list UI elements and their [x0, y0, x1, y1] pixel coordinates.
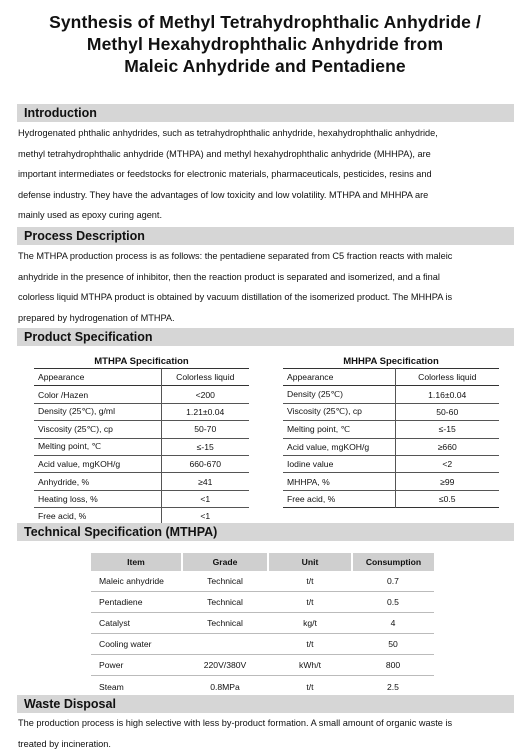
spec-property: Iodine value — [283, 455, 395, 472]
technical-cell: t/t — [268, 634, 352, 655]
spec-property: Density (25℃) — [283, 386, 395, 403]
spec-property: Acid value, mgKOH/g — [34, 455, 161, 472]
spec-row — [34, 490, 249, 507]
process-heading: Process Description — [17, 227, 514, 245]
spec-property: Free acid, % — [283, 490, 395, 507]
technical-cell: Cooling water — [91, 634, 182, 655]
technical-column-header: Consumption — [352, 553, 434, 571]
product-spec-heading: Product Specification — [17, 328, 514, 346]
waste-paragraph — [18, 713, 512, 754]
spec-header-row — [283, 369, 499, 386]
technical-row — [91, 571, 434, 592]
spec-value: <1 — [161, 508, 249, 525]
technical-cell: Steam — [91, 676, 182, 697]
technical-row — [91, 676, 434, 697]
spec-value: 50-70 — [161, 421, 249, 438]
technical-cell: kWh/t — [268, 655, 352, 676]
page-title — [0, 0, 530, 77]
technical-cell: Pentadiene — [91, 592, 182, 613]
mthpa-spec-title: MTHPA Specification — [34, 356, 249, 367]
technical-cell: 0.5 — [352, 592, 434, 613]
spec-row — [283, 490, 499, 507]
technical-cell: 220V/380V — [182, 655, 268, 676]
spec-row — [34, 403, 249, 420]
technical-row — [91, 634, 434, 655]
technical-row — [91, 655, 434, 676]
introduction-paragraph — [18, 123, 512, 226]
technical-cell: Power — [91, 655, 182, 676]
technical-cell — [182, 634, 268, 655]
introduction-heading: Introduction — [17, 104, 514, 122]
spec-header-row — [34, 369, 249, 386]
spec-value: ≤0.5 — [395, 490, 499, 507]
technical-cell: Catalyst — [91, 613, 182, 634]
technical-cell: t/t — [268, 592, 352, 613]
spec-value: ≥99 — [395, 473, 499, 490]
technical-cell: Maleic anhydride — [91, 571, 182, 592]
process-line: colorless liquid MTHPA product is obtained by vacuum distillation of the isomerized product. The MHHPA is — [18, 287, 512, 308]
introduction-line: methyl tetrahydrophthalic anhydride (MTHPA) and methyl hexahydrophthalic anhydride (MHHPA), are — [18, 144, 512, 165]
spec-value: ≥41 — [161, 473, 249, 490]
spec-property: Appearance — [34, 369, 161, 386]
technical-cell: t/t — [268, 571, 352, 592]
spec-value: Colorless liquid — [161, 369, 249, 386]
spec-value: 1.21±0.04 — [161, 403, 249, 420]
spec-row — [283, 438, 499, 455]
spec-property: Melting point, ℃ — [283, 421, 395, 438]
title-line-1: Synthesis of Methyl Tetrahydrophthalic Anhydride / — [0, 11, 530, 33]
spec-property: Acid value, mgKOH/g — [283, 438, 395, 455]
introduction-line: defense industry. They have the advantages of low toxicity and low volatility. MTHPA and MHHPA are — [18, 185, 512, 206]
mhhpa-spec-title: MHHPA Specification — [283, 356, 499, 367]
waste-heading: Waste Disposal — [17, 695, 514, 713]
technical-cell: Technical — [182, 571, 268, 592]
process-paragraph — [18, 246, 512, 328]
introduction-line: mainly used as epoxy curing agent. — [18, 205, 512, 226]
technical-cell: Technical — [182, 592, 268, 613]
spec-property: Density (25℃), g/ml — [34, 403, 161, 420]
spec-value: <1 — [161, 490, 249, 507]
spec-value: Colorless liquid — [395, 369, 499, 386]
spec-value: ≤-15 — [161, 438, 249, 455]
technical-cell: kg/t — [268, 613, 352, 634]
technical-column-header: Item — [91, 553, 182, 571]
spec-property: Heating loss, % — [34, 490, 161, 507]
spec-row — [34, 473, 249, 490]
mhhpa-spec-table — [283, 368, 499, 508]
spec-row — [283, 455, 499, 472]
technical-cell: 4 — [352, 613, 434, 634]
process-line: anhydride in the presence of inhibitor, then the reaction product is separated and isomerized, and a final — [18, 267, 512, 288]
spec-row — [283, 473, 499, 490]
title-line-2: Methyl Hexahydrophthalic Anhydride from — [0, 33, 530, 55]
spec-property: Appearance — [283, 369, 395, 386]
spec-row — [34, 386, 249, 403]
spec-value: 1.16±0.04 — [395, 386, 499, 403]
introduction-line: important intermediates or feedstocks for electronic materials, pharmaceuticals, pesticides, resins and — [18, 164, 512, 185]
process-line: prepared by hydrogenation of MTHPA. — [18, 308, 512, 329]
technical-column-header: Grade — [182, 553, 268, 571]
title-line-3: Maleic Anhydride and Pentadiene — [0, 55, 530, 77]
technical-cell: 0.8MPa — [182, 676, 268, 697]
technical-cell: 2.5 — [352, 676, 434, 697]
spec-value: <200 — [161, 386, 249, 403]
spec-row — [34, 438, 249, 455]
spec-property: Viscosity (25℃), cp — [34, 421, 161, 438]
introduction-line: Hydrogenated phthalic anhydrides, such as tetrahydrophthalic anhydride, hexahydrophthalic anhydride, — [18, 123, 512, 144]
spec-value: 50-60 — [395, 403, 499, 420]
spec-value: 660-670 — [161, 455, 249, 472]
spec-property: Viscosity (25℃), cp — [283, 403, 395, 420]
technical-cell: Technical — [182, 613, 268, 634]
spec-property: MHHPA, % — [283, 473, 395, 490]
spec-value: ≤-15 — [395, 421, 499, 438]
process-line: The MTHPA production process is as follows: the pentadiene separated from C5 fraction reacts with maleic — [18, 246, 512, 267]
technical-cell: 0.7 — [352, 571, 434, 592]
technical-row — [91, 613, 434, 634]
spec-row — [283, 421, 499, 438]
spec-row — [283, 386, 499, 403]
spec-value: <2 — [395, 455, 499, 472]
technical-column-header: Unit — [268, 553, 352, 571]
mthpa-spec-table — [34, 368, 249, 526]
technical-cell: 800 — [352, 655, 434, 676]
spec-row — [34, 421, 249, 438]
spec-property: Melting point, ℃ — [34, 438, 161, 455]
spec-property: Anhydride, % — [34, 473, 161, 490]
spec-property: Free acid, % — [34, 508, 161, 525]
spec-row — [283, 403, 499, 420]
technical-cell: t/t — [268, 676, 352, 697]
waste-line: treated by incineration. — [18, 734, 512, 754]
technical-table — [91, 553, 434, 698]
technical-heading: Technical Specification (MTHPA) — [17, 523, 514, 541]
waste-line: The production process is high selective with less by-product formation. A small amount of organic waste is — [18, 713, 512, 734]
spec-property: Color /Hazen — [34, 386, 161, 403]
spec-value: ≥660 — [395, 438, 499, 455]
technical-row — [91, 592, 434, 613]
technical-cell: 50 — [352, 634, 434, 655]
spec-row — [34, 455, 249, 472]
